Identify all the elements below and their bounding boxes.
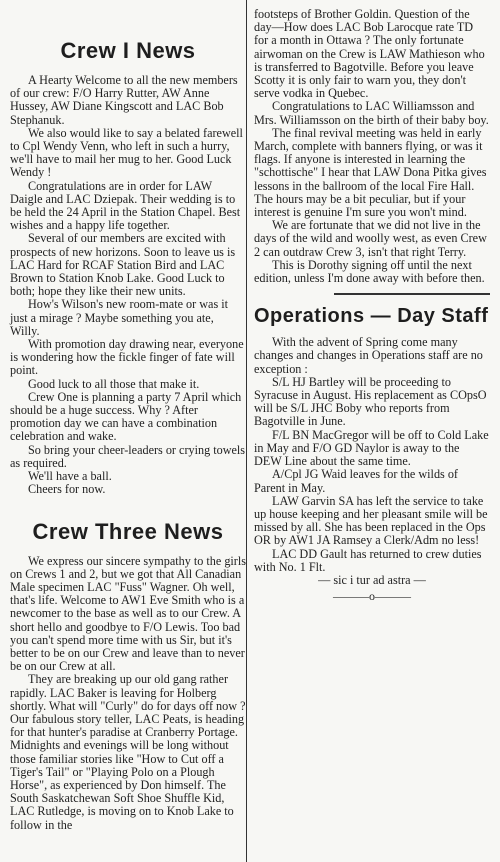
crew1-paragraph: So bring your cheer-leaders or crying towels as required. <box>10 442 246 470</box>
column-divider <box>246 0 247 862</box>
crew1-paragraph: We'll have a ball. <box>28 469 112 484</box>
crew1-paragraph: Cheers for now. <box>28 482 106 497</box>
crew1-heading: Crew I News <box>60 38 196 63</box>
ops-paragraph: S/L HJ Bartley will be proceeding to Syracuse in August. His replacement as COpsO will be S/L JHC Boby who reports from Bagotville in June. <box>254 374 487 429</box>
ops-signoff: — sic i tur ad astra — <box>318 572 426 587</box>
ops-paragraph: F/L BN MacGregor will be off to Cold Lake in May and F/O GD Naylor is away to the DEW Line about the same time. <box>254 427 489 469</box>
ops-paragraph: LAW Garvin SA has left the service to take up house keeping and her pleasant smile will be missed by all. She has been replaced in the Ops OR by AW1 JA Ramsey a Clerk/Adm no less! <box>254 493 488 548</box>
ops-paragraph: A/Cpl JG Waid leaves for the wilds of Parent in May. <box>254 467 458 495</box>
section-divider <box>334 293 490 295</box>
crew1-paragraph: We also would like to say a belated farewell to Cpl Wendy Venn, who left in such a hurry, we'll have to mail her mug to her. Good Luck Wendy ! <box>10 125 243 180</box>
crew3-continued-paragraph: footsteps of Brother Goldin. Question of the day—How does LAC Bob Larocque rate TD for a month in Ottawa ? The only fortunate airwoman on the Crew is LAW Mathieson who is transferred to Bagotville. Before you leave Scotty it is only fair to warn you, they don't serve vodka in Quebec. <box>254 7 485 101</box>
crew3-paragraph: We express our sincere sympathy to the girls on Crews 1 and 2, but we got that All Canadian Male specimen LAC "Fuss" Wagner. Oh well, that's life. Welcome to AW1 Eve Smith who is a newcomer to the base as well as to our Crew. A short hello and goodbye to F/O Lewis. Too bad you can't spend more time with us Sir, but it's better to be on our Crew and leave than to never be on our Crew at all. <box>10 553 246 674</box>
crew1-paragraph: With promotion day drawing near, everyone is wondering how the fickle finger of fate will point. <box>10 337 244 378</box>
crew1-paragraph: A Hearty Welcome to all the new members of our crew: F/O Harry Rutter, AW Anne Hussey, AW Diane Kingscott and LAC Bob Stephanuk. <box>10 73 238 127</box>
ops-paragraph: With the advent of Spring come many changes and changes in Operations staff are no exception : <box>254 335 483 376</box>
crew3-heading: Crew Three News <box>32 518 224 544</box>
ops-paragraph: LAC DD Gault has returned to crew duties with No. 1 Flt. <box>254 546 482 574</box>
right-column <box>254 8 490 604</box>
crew1-paragraph: Congratulations are in order for LAW Daigle and LAC Dziepak. Their wedding is to be held the 24 April in the Station Chapel. Best wishes and a happy life together. <box>10 178 241 233</box>
crew3-continued-paragraph: Congratulations to LAC Williamsson and Mrs. Williamsson on the birth of their baby boy. <box>254 99 489 127</box>
crew3-paragraph: They are breaking up our old gang rather rapidly. LAC Baker is leaving for Holberg shortly. What will "Curly" do for days off now ? Our fabulous story teller, LAC Peats, is heading for that hunter's paradise at Cranberry Portage. Midnights and evenings will be long without those familiar stories like "How to Cut off a Tiger's Tail" or "Playing Polo on a Plough Horse", as experienced by Don himself. The South Saskatchewan Soft Shoe Shuffle Kid, LAC Rutledge, is moving on to Knob Lake to follow in the <box>10 672 246 832</box>
crew1-paragraph: How's Wilson's new room-mate or was it just a mirage ? Maybe something you ate, Willy. <box>10 297 229 338</box>
ops-heading: Operations — Day Staff <box>254 305 489 328</box>
left-column <box>10 8 246 832</box>
crew1-paragraph: Crew One is planning a party 7 April which should be a huge success. Why ? After promotion day we can have a combination celebration and wake. <box>10 389 242 444</box>
crew3-continued-paragraph: This is Dorothy signing off until the next edition, unless I'm done away with before then. <box>254 257 485 286</box>
crew1-paragraph: Several of our members are excited with prospects of new horizons. Soon to leave us is LAC Hard for RCAF Station Bird and LAC Brown to Station Knob Lake. Good Luck to both; hope they like their new units. <box>10 231 236 299</box>
crew3-continued-paragraph: The final revival meeting was held in early March, complete with banners flying, or was it flags. If anyone is interested in learning the "schottische" I hear that LAW Dona Pitka gives lessons in the ballroom of the local Fire Hall. The hours may be a bit peculiar, but if your interest is genuine I'm sure you won't mind. <box>254 125 487 220</box>
end-mark: ———o——— <box>333 589 411 604</box>
crew3-continued-paragraph: We are fortunate that we did not live in the days of the wild and woolly west, as even Crew 2 can outdraw Crew 3, isn't that right Terry. <box>254 218 487 259</box>
crew1-paragraph: Good luck to all those that make it. <box>28 376 200 391</box>
